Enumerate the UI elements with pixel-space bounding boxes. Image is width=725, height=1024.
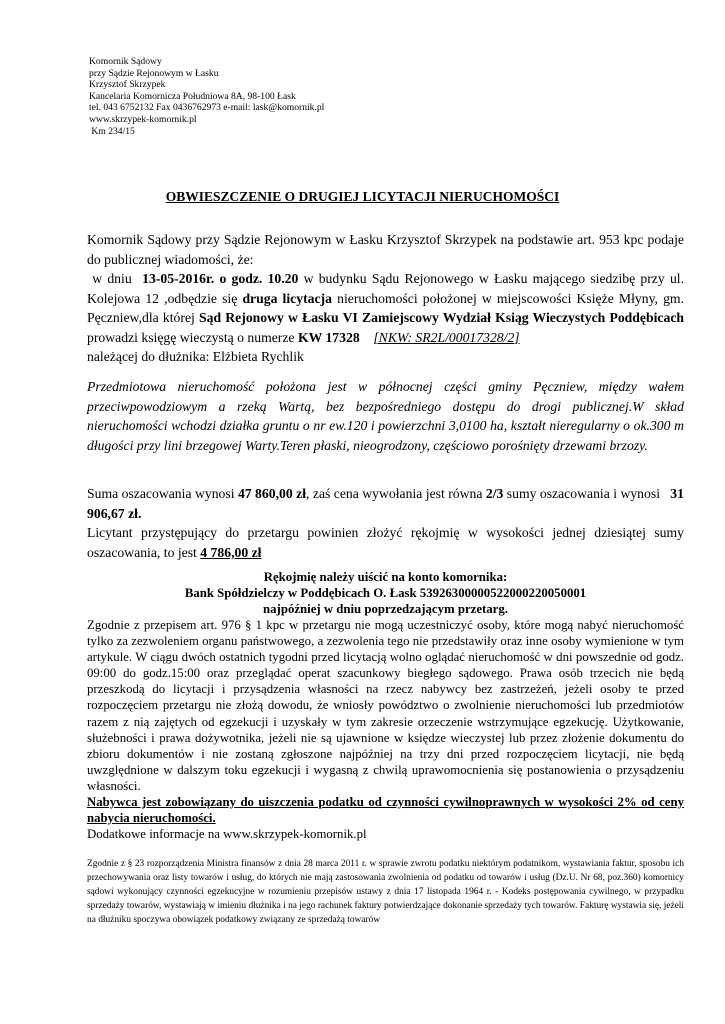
- valuation-prefix: Suma oszacowania wynosi: [87, 486, 238, 501]
- valuation-line: [87, 484, 684, 523]
- header-line: Komornik Sądowy: [89, 56, 162, 67]
- more-info: Dodatkowe informacje na www.skrzypek-komornik.pl: [87, 827, 367, 842]
- land-register-number: KW 17328: [297, 329, 360, 345]
- intro-block: [87, 230, 684, 367]
- bank-account-block: [87, 570, 684, 617]
- valuation-fraction: 2/3: [485, 486, 504, 501]
- auction-type: druga licytacja: [242, 290, 332, 306]
- bank-deadline: najpóźniej w dniu poprzedzającym przetarg.: [263, 601, 508, 616]
- after-auction-type: nieruchomości położonej w miejscowości Księże Młyny, gm. Pęczniew,dla której: [87, 290, 684, 325]
- intro-paragraph: Komornik Sądowy przy Sądzie Rejonowym w Łasku Krzysztof Skrzypek na podstawie art. 953 kpc podaje do publicznej wiadomości, że:: [87, 232, 684, 267]
- auction-details: [87, 269, 684, 347]
- starting-price: 31 906,67 zł.: [87, 486, 684, 521]
- header-line: www.skrzypek-komornik.pl: [89, 113, 197, 125]
- bailiff-header: [89, 56, 324, 137]
- deposit-line: [87, 523, 684, 562]
- auction-date: 13-05-2016r. o godz. 10.20: [142, 271, 299, 286]
- debtor-line: należącej do dłużnika: Elżbieta Rychlik: [87, 349, 304, 364]
- valuation-suffix: sumy oszacowania i wynosi: [503, 486, 671, 501]
- case-number: Km 234/15: [89, 125, 135, 137]
- auction-rules: [87, 617, 684, 842]
- valuation-sum: 47 860,00 zł: [237, 486, 307, 501]
- tax-notice: Nabywca jest zobowiązany do uiszczenia podatku od czynności cywilnoprawnych w wysokości 2% od ceny nabycia nieruchomości.: [87, 795, 684, 826]
- deposit-amount: 4 786,00 zł: [200, 544, 262, 560]
- valuation-middle: , zaś cena wywołania jest równa: [306, 486, 486, 501]
- legal-footer: Zgodnie z § 23 rozporządzenia Ministra finansów z dnia 28 marca 2011 r. w sprawie zwrotu podatku niektórym podatnikom, wystawiania faktur, sposobu ich przechowywania oraz listy towarów i usług, do których nie mają zastosowania zwolnienia od podatku od towarów i usług (Dz.U. Nr 68, poz.360) komornicy sądowi wykonujący czynności egzekucyjne w rozumieniu przepisów ustawy z dnia 17 listopada 1964 r. - Kodeks postępowania cywilnego, w przypadku sprzedaży towarów, wystawiają w imieniu dłużnika i na jego rachunek faktury potwierdzające dokonanie sprzedaży tych towarów. Fakturę wystawia się, jeżeli na dłużniku spoczywa obowiązek podatkowy związany ze sprzedażą towarów: [87, 859, 684, 926]
- rules-paragraph: Zgodnie z przepisem art. 976 § 1 kpc w przetargu nie mogą uczestniczyć osoby, które mogą nabyć nieruchomość tylko za zezwoleniem organu państwowego, a zezwolenia tego nie przedstawiły oraz inne osoby wymienione w tym artykule. W ciągu dwóch ostatnich tygodni przed licytacją wolno oglądać nieruchomość w dni powszednie od godz. 09:00 do godz.15:00 oraz przeglądać operat szacunkowy biegłego sądowego. Prawa osób trzecich nie będą przeszkodą do licytacji i przysądzenia własności na rzecz nabywcy bez zastrzeżeń, jeżeli osoby te przed rozpoczęciem przetargu nie złożą dowodu, że wniosły powództwo o zwolnienie nieruchomości lub przedmiotów razem z nią zajętych od egzekucji i uzyskały w tym zakresie orzeczenie wstrzymujące egzekucję. Użytkowanie, służebności i prawa dożywotnika, jeżeli nie są ujawnione w księdze wieczystej lub przez złożenie dokumentu do zbioru dokumentów i nie zostaną zgłoszone najpóźniej na trzy dni przed rozpoczęciem licytacji, nie będą uwzględnione w dalszym toku egzekucji i wygasną z chwilą uprawomocnienia się postanowienia o przysądzeniu własności.: [87, 618, 684, 793]
- after-court: prowadzi księgę wieczystą o numerze: [87, 329, 298, 345]
- header-line: Kancelaria Komornicza Południowa 8A, 98-100 Łask: [89, 90, 296, 102]
- page-title: OBWIESZCZENIE O DRUGIEJ LICYTACJI NIERUCHOMOŚCI: [165, 189, 560, 204]
- header-line: Krzysztof Skrzypek: [89, 79, 166, 91]
- nkw-number: [NKW: SR2L/00017328/2]: [373, 329, 520, 345]
- bank-line-1: Rękojmię należy uiścić na konto komornika:: [263, 570, 508, 584]
- valuation-block: [87, 484, 684, 562]
- after-date: w budynku Sądu Rejonowego w Łasku mającego siedzibę przy ul. Kolejowa 12 ,odbędzie się: [87, 271, 685, 306]
- header-line: tel. 043 6752132 Fax 0436762973 e-mail: lask@komornik.pl: [89, 102, 325, 114]
- deposit-text: Licytant przystępujący do przetargu powinien złożyć rękojmię w wysokości jednej dziesiątej sumy oszacowania, to jest: [87, 525, 684, 560]
- header-line: przy Sądzie Rejonowym w Łasku: [89, 67, 219, 79]
- bank-account: Bank Spółdzielczy w Poddębicach O. Łask 53926300000522000220050001: [184, 585, 587, 600]
- spacer: [360, 330, 374, 345]
- court-name: Sąd Rejonowy w Łasku VI Zamiejscowy Wydział Ksiąg Wieczystych Poddębicach: [199, 310, 685, 325]
- property-description: Przedmiotowa nieruchomość położona jest w północnej części gminy Pęczniew, między wałem przeciwpowodziowym a rzeką Wartą, bez bezpośredniego dostępu do drogi publicznej.W skład nieruchomości wchodzi działka gruntu o nr ew.120 i powierzchni 3,0100 ha, kształt nieregularny o ok.300 m długości przy lini brzegowej Warty.Teren płaski, nieogrodzony, częściowo porośnięty drzewami brzozy.: [87, 379, 684, 453]
- date-prefix: w dniu: [87, 271, 143, 286]
